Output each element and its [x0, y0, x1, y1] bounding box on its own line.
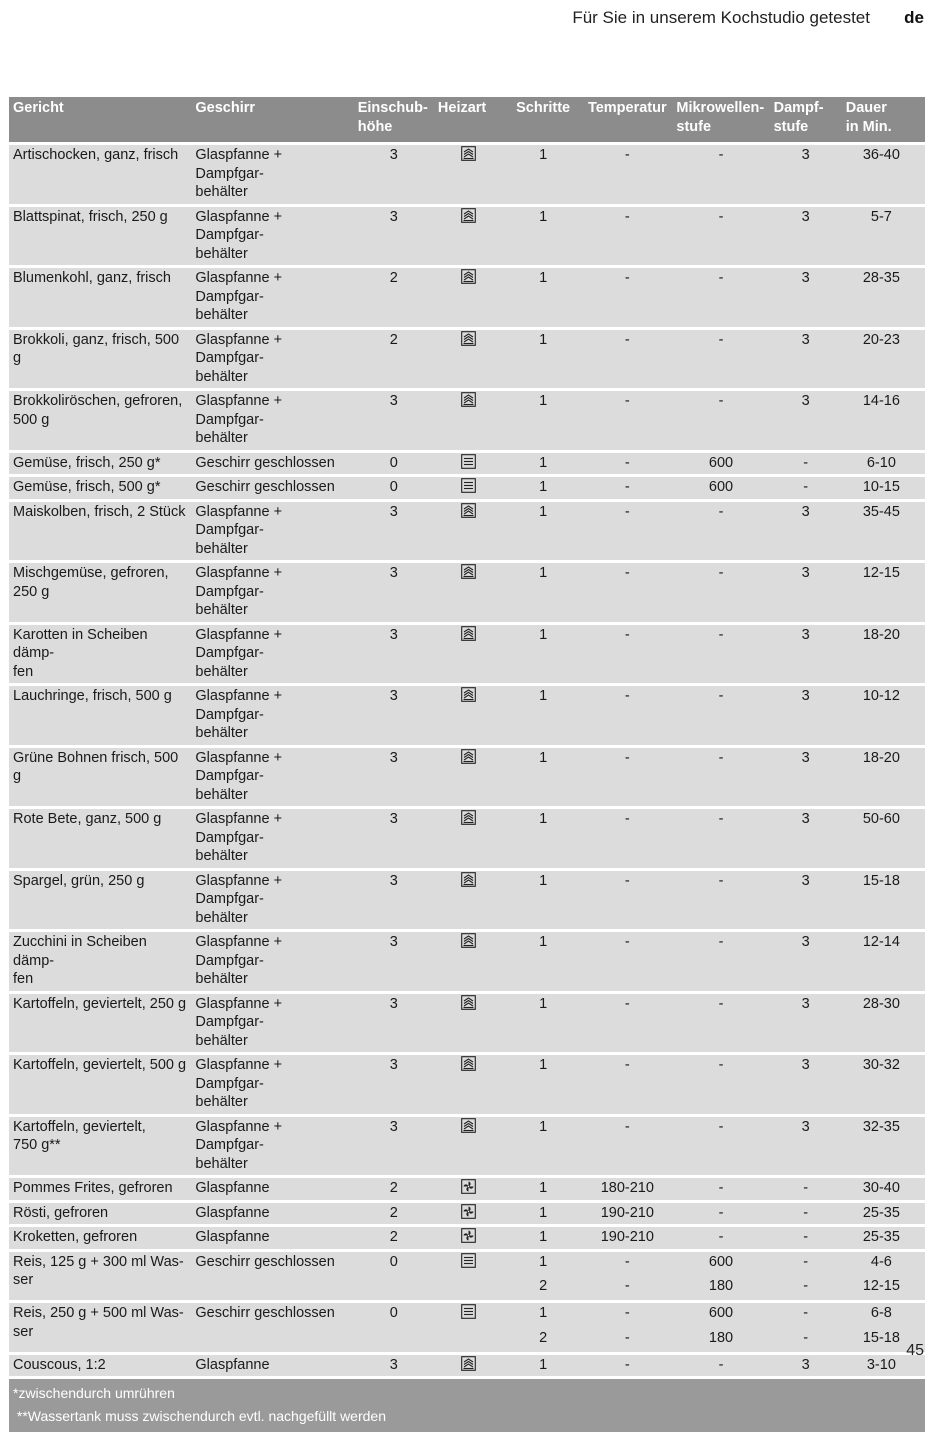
dishware: Geschirr geschlossen: [191, 453, 353, 475]
heating-mode: [434, 477, 504, 499]
table-row: [9, 502, 925, 561]
dish-name: Rösti, gefroren: [9, 1203, 191, 1225]
shelf-level: 3: [354, 932, 434, 991]
microwave-level: 600 180: [672, 1252, 769, 1301]
temperature: 190-210: [582, 1203, 672, 1225]
steam-icon: [461, 1118, 476, 1133]
dish-name: Rote Bete, ganz, 500 g: [9, 809, 191, 868]
dishware: Glaspfanne + Dampfgar- behälter: [191, 563, 353, 622]
temperature: -: [582, 453, 672, 475]
microwave-level: -: [672, 502, 769, 561]
hot-air-fan-icon: [461, 1204, 476, 1219]
duration: 4-6 12-15: [842, 1252, 925, 1301]
temperature: -: [582, 477, 672, 499]
shelf-level: 2: [354, 1178, 434, 1200]
dish-name: Kartoffeln, geviertelt, 250 g: [9, 994, 191, 1053]
temperature: -: [582, 563, 672, 622]
temperature: -: [582, 207, 672, 266]
microwave-level: -: [672, 207, 769, 266]
table-row: [9, 1252, 925, 1301]
microwave-level: -: [672, 748, 769, 807]
heating-mode: [434, 1117, 504, 1176]
shelf-level: 3: [354, 748, 434, 807]
shelf-level: 3: [354, 207, 434, 266]
steam-icon: [461, 810, 476, 825]
dish-name: Pommes Frites, gefroren: [9, 1178, 191, 1200]
dishware: Glaspfanne + Dampfgar- behälter: [191, 994, 353, 1053]
heating-mode: [434, 1178, 504, 1200]
temperature: 190-210: [582, 1227, 672, 1249]
table-row: [9, 932, 925, 991]
table-row: [9, 477, 925, 499]
table-row: [9, 625, 925, 684]
duration: 50-60: [842, 809, 925, 868]
temperature: -: [582, 994, 672, 1053]
shelf-level: 0: [354, 453, 434, 475]
heating-mode: [434, 932, 504, 991]
heating-mode: [434, 1203, 504, 1225]
microwave-level: -: [672, 871, 769, 930]
heating-mode: [434, 1252, 504, 1301]
shelf-level: 0: [354, 477, 434, 499]
microwave-level: -: [672, 563, 769, 622]
dishware: Glaspfanne + Dampfgar- behälter: [191, 625, 353, 684]
dishware: Glaspfanne + Dampfgar- behälter: [191, 1117, 353, 1176]
microwave-icon: [461, 478, 476, 493]
shelf-level: 3: [354, 502, 434, 561]
heating-mode: [434, 1055, 504, 1114]
shelf-level: 3: [354, 1117, 434, 1176]
table-row: [9, 1178, 925, 1200]
steam-level: - -: [770, 1303, 842, 1352]
steam-level: -: [770, 1227, 842, 1249]
dishware: Glaspfanne + Dampfgar- behälter: [191, 1055, 353, 1114]
col-header-level: Einschub- höhe: [354, 97, 434, 142]
page-header-title: Für Sie in unserem Kochstudio getestet: [572, 8, 870, 27]
duration: 5-7: [842, 207, 925, 266]
dish-name: Brokkoliröschen, gefroren, 500 g: [9, 391, 191, 450]
col-header-duration: Dauer in Min.: [842, 97, 925, 142]
temperature: -: [582, 330, 672, 389]
microwave-level: -: [672, 1355, 769, 1377]
microwave-level: 600: [672, 477, 769, 499]
footnote: *zwischendurch umrühren: [13, 1385, 175, 1401]
dish-name: Lauchringe, frisch, 500 g: [9, 686, 191, 745]
col-header-steam: Dampf- stufe: [770, 97, 842, 142]
steam-icon: [461, 564, 476, 579]
duration: 30-32: [842, 1055, 925, 1114]
steps: 1: [504, 1203, 582, 1225]
dish-name: Kartoffeln, geviertelt, 500 g: [9, 1055, 191, 1114]
shelf-level: 3: [354, 871, 434, 930]
steam-level: -: [770, 1178, 842, 1200]
shelf-level: 2: [354, 1203, 434, 1225]
table-row: [9, 1117, 925, 1176]
steam-icon: [461, 626, 476, 641]
microwave-level: -: [672, 1203, 769, 1225]
table-row: [9, 1227, 925, 1249]
steam-icon: [461, 1356, 476, 1371]
steam-level: 3: [770, 1355, 842, 1377]
duration: 18-20: [842, 748, 925, 807]
steam-level: 3: [770, 994, 842, 1053]
microwave-level: -: [672, 1227, 769, 1249]
hot-air-fan-icon: [461, 1228, 476, 1243]
dish-name: Kroketten, gefroren: [9, 1227, 191, 1249]
dishware: Geschirr geschlossen: [191, 1252, 353, 1301]
table-row: [9, 1055, 925, 1114]
steam-level: -: [770, 477, 842, 499]
footnote-row: [9, 1379, 925, 1432]
steps: 1: [504, 686, 582, 745]
dish-name: Blumenkohl, ganz, frisch: [9, 268, 191, 327]
table-row: [9, 391, 925, 450]
steps: 1: [504, 1178, 582, 1200]
microwave-level: -: [672, 391, 769, 450]
steam-level: 3: [770, 1117, 842, 1176]
heating-mode: [434, 268, 504, 327]
steps: 1: [504, 1117, 582, 1176]
heating-mode: [434, 1303, 504, 1352]
col-header-steps: Schritte: [504, 97, 582, 142]
temperature: -: [582, 268, 672, 327]
microwave-icon: [461, 1253, 476, 1268]
steam-icon: [461, 872, 476, 887]
microwave-level: 600: [672, 453, 769, 475]
microwave-level: -: [672, 1178, 769, 1200]
heating-mode: [434, 748, 504, 807]
duration: 14-16: [842, 391, 925, 450]
steam-level: 3: [770, 625, 842, 684]
table-row: [9, 809, 925, 868]
microwave-level: -: [672, 686, 769, 745]
dish-name: Karotten in Scheiben dämp- fen: [9, 625, 191, 684]
heating-mode: [434, 330, 504, 389]
steps: 1: [504, 391, 582, 450]
shelf-level: 3: [354, 625, 434, 684]
footnotes: [9, 1379, 925, 1432]
steam-level: 3: [770, 932, 842, 991]
dishware: Glaspfanne: [191, 1227, 353, 1249]
dish-name: Kartoffeln, geviertelt, 750 g**: [9, 1117, 191, 1176]
microwave-icon: [461, 454, 476, 469]
duration: 18-20: [842, 625, 925, 684]
col-header-dish: Gericht: [9, 97, 191, 142]
steps: 1: [504, 871, 582, 930]
shelf-level: 3: [354, 1355, 434, 1377]
steam-level: 3: [770, 391, 842, 450]
language-tag: de: [904, 8, 924, 27]
temperature: -: [582, 1117, 672, 1176]
duration: 3-10: [842, 1355, 925, 1377]
footnote: **Wassertank muss zwischendurch evtl. nachgefüllt werden: [13, 1408, 386, 1424]
dishware: Glaspfanne + Dampfgar- behälter: [191, 932, 353, 991]
temperature: 180-210: [582, 1178, 672, 1200]
steps: 1: [504, 809, 582, 868]
steam-icon: [461, 995, 476, 1010]
shelf-level: 3: [354, 391, 434, 450]
dishware: Glaspfanne + Dampfgar- behälter: [191, 502, 353, 561]
table-row: [9, 268, 925, 327]
temperature: -: [582, 1355, 672, 1377]
table-row: [9, 330, 925, 389]
dishware: Glaspfanne: [191, 1203, 353, 1225]
dish-name: Spargel, grün, 250 g: [9, 871, 191, 930]
shelf-level: 3: [354, 563, 434, 622]
col-header-microwave: Mikrowellen- stufe: [672, 97, 769, 142]
duration: 20-23: [842, 330, 925, 389]
steam-level: 3: [770, 502, 842, 561]
dish-name: Blattspinat, frisch, 250 g: [9, 207, 191, 266]
temperature: -: [582, 391, 672, 450]
dish-name: Gemüse, frisch, 500 g*: [9, 477, 191, 499]
heating-mode: [434, 391, 504, 450]
col-header-temperature: Temperatur: [582, 97, 672, 142]
table-row: [9, 1203, 925, 1225]
temperature: - -: [582, 1252, 672, 1301]
dishware: Glaspfanne + Dampfgar- behälter: [191, 748, 353, 807]
duration: 36-40: [842, 145, 925, 204]
steps: 1: [504, 502, 582, 561]
steam-icon: [461, 933, 476, 948]
page-number: 45: [906, 1342, 924, 1359]
temperature: - -: [582, 1303, 672, 1352]
steps: 1: [504, 207, 582, 266]
temperature: -: [582, 809, 672, 868]
steps: 1: [504, 932, 582, 991]
heating-mode: [434, 809, 504, 868]
steam-icon: [461, 269, 476, 284]
duration: 10-12: [842, 686, 925, 745]
steam-level: 3: [770, 563, 842, 622]
dishware: Glaspfanne + Dampfgar- behälter: [191, 809, 353, 868]
steam-level: 3: [770, 1055, 842, 1114]
table-row: [9, 145, 925, 204]
heating-mode: [434, 625, 504, 684]
temperature: -: [582, 871, 672, 930]
dish-name: Zucchini in Scheiben dämp- fen: [9, 932, 191, 991]
heating-mode: [434, 686, 504, 745]
microwave-level: -: [672, 932, 769, 991]
dishware: Glaspfanne + Dampfgar- behälter: [191, 391, 353, 450]
cooking-table: [9, 94, 925, 1435]
duration: 25-35: [842, 1203, 925, 1225]
microwave-level: -: [672, 994, 769, 1053]
shelf-level: 0: [354, 1252, 434, 1301]
steps: 1: [504, 1055, 582, 1114]
steps: 1: [504, 625, 582, 684]
heating-mode: [434, 1355, 504, 1377]
shelf-level: 3: [354, 994, 434, 1053]
temperature: -: [582, 748, 672, 807]
col-header-dishware: Geschirr: [191, 97, 353, 142]
steam-level: 3: [770, 686, 842, 745]
steam-level: 3: [770, 330, 842, 389]
microwave-level: -: [672, 1055, 769, 1114]
table-row: [9, 563, 925, 622]
table-row: [9, 453, 925, 475]
temperature: -: [582, 1055, 672, 1114]
microwave-icon: [461, 1304, 476, 1319]
table-header-row: [9, 97, 925, 142]
temperature: -: [582, 625, 672, 684]
duration: 12-15: [842, 563, 925, 622]
temperature: -: [582, 502, 672, 561]
steam-level: -: [770, 453, 842, 475]
dishware: Glaspfanne + Dampfgar- behälter: [191, 207, 353, 266]
microwave-level: -: [672, 625, 769, 684]
microwave-level: -: [672, 330, 769, 389]
steam-icon: [461, 392, 476, 407]
heating-mode: [434, 563, 504, 622]
dishware: Glaspfanne + Dampfgar- behälter: [191, 330, 353, 389]
col-header-heating-mode: Heizart: [434, 97, 504, 142]
duration: 6-8 15-18: [842, 1303, 925, 1352]
shelf-level: 0: [354, 1303, 434, 1352]
microwave-level: -: [672, 145, 769, 204]
steps: 1 2: [504, 1252, 582, 1301]
steam-icon: [461, 208, 476, 223]
steps: 1 2: [504, 1303, 582, 1352]
microwave-level: -: [672, 809, 769, 868]
steps: 1: [504, 748, 582, 807]
steam-level: - -: [770, 1252, 842, 1301]
steps: 1: [504, 453, 582, 475]
dishware: Geschirr geschlossen: [191, 1303, 353, 1352]
steam-level: 3: [770, 809, 842, 868]
steps: 1: [504, 1227, 582, 1249]
dishware: Glaspfanne + Dampfgar- behälter: [191, 145, 353, 204]
table-row: [9, 207, 925, 266]
heating-mode: [434, 207, 504, 266]
microwave-level: 600 180: [672, 1303, 769, 1352]
duration: 35-45: [842, 502, 925, 561]
temperature: -: [582, 932, 672, 991]
steam-icon: [461, 749, 476, 764]
shelf-level: 3: [354, 145, 434, 204]
dish-name: Mischgemüse, gefroren, 250 g: [9, 563, 191, 622]
heating-mode: [434, 453, 504, 475]
duration: 28-35: [842, 268, 925, 327]
dish-name: Reis, 125 g + 300 ml Was- ser: [9, 1252, 191, 1301]
dish-name: Maiskolben, frisch, 2 Stück: [9, 502, 191, 561]
heating-mode: [434, 871, 504, 930]
dishware: Geschirr geschlossen: [191, 477, 353, 499]
shelf-level: 3: [354, 809, 434, 868]
duration: 12-14: [842, 932, 925, 991]
shelf-level: 2: [354, 1227, 434, 1249]
dishware: Glaspfanne + Dampfgar- behälter: [191, 686, 353, 745]
duration: 15-18: [842, 871, 925, 930]
dishware: Glaspfanne: [191, 1178, 353, 1200]
steps: 1: [504, 268, 582, 327]
steam-icon: [461, 687, 476, 702]
shelf-level: 3: [354, 1055, 434, 1114]
steps: 1: [504, 477, 582, 499]
dishware: Glaspfanne + Dampfgar- behälter: [191, 871, 353, 930]
duration: 6-10: [842, 453, 925, 475]
table-row: [9, 1355, 925, 1377]
dish-name: Reis, 250 g + 500 ml Was- ser: [9, 1303, 191, 1352]
hot-air-fan-icon: [461, 1179, 476, 1194]
steam-icon: [461, 1056, 476, 1071]
heating-mode: [434, 994, 504, 1053]
steam-level: 3: [770, 145, 842, 204]
steps: 1: [504, 994, 582, 1053]
dish-name: Grüne Bohnen frisch, 500 g: [9, 748, 191, 807]
steam-level: -: [770, 1203, 842, 1225]
table-row: [9, 994, 925, 1053]
shelf-level: 2: [354, 330, 434, 389]
steps: 1: [504, 1355, 582, 1377]
steam-icon: [461, 146, 476, 161]
heating-mode: [434, 502, 504, 561]
duration: 30-40: [842, 1178, 925, 1200]
dish-name: Artischocken, ganz, frisch: [9, 145, 191, 204]
steam-level: 3: [770, 748, 842, 807]
steps: 1: [504, 330, 582, 389]
microwave-level: -: [672, 1117, 769, 1176]
steam-level: 3: [770, 871, 842, 930]
dish-name: Couscous, 1:2: [9, 1355, 191, 1377]
duration: 25-35: [842, 1227, 925, 1249]
steam-level: 3: [770, 207, 842, 266]
duration: 10-15: [842, 477, 925, 499]
table-row: [9, 748, 925, 807]
temperature: -: [582, 686, 672, 745]
table-row: [9, 871, 925, 930]
microwave-level: -: [672, 268, 769, 327]
duration: 32-35: [842, 1117, 925, 1176]
shelf-level: 3: [354, 686, 434, 745]
table-row: [9, 686, 925, 745]
shelf-level: 2: [354, 268, 434, 327]
heating-mode: [434, 145, 504, 204]
table-row: [9, 1303, 925, 1352]
dish-name: Gemüse, frisch, 250 g*: [9, 453, 191, 475]
steam-level: 3: [770, 268, 842, 327]
steps: 1: [504, 145, 582, 204]
steam-icon: [461, 503, 476, 518]
dish-name: Brokkoli, ganz, frisch, 500 g: [9, 330, 191, 389]
temperature: -: [582, 145, 672, 204]
dishware: Glaspfanne: [191, 1355, 353, 1377]
heating-mode: [434, 1227, 504, 1249]
steps: 1: [504, 563, 582, 622]
steam-icon: [461, 331, 476, 346]
dishware: Glaspfanne + Dampfgar- behälter: [191, 268, 353, 327]
duration: 28-30: [842, 994, 925, 1053]
